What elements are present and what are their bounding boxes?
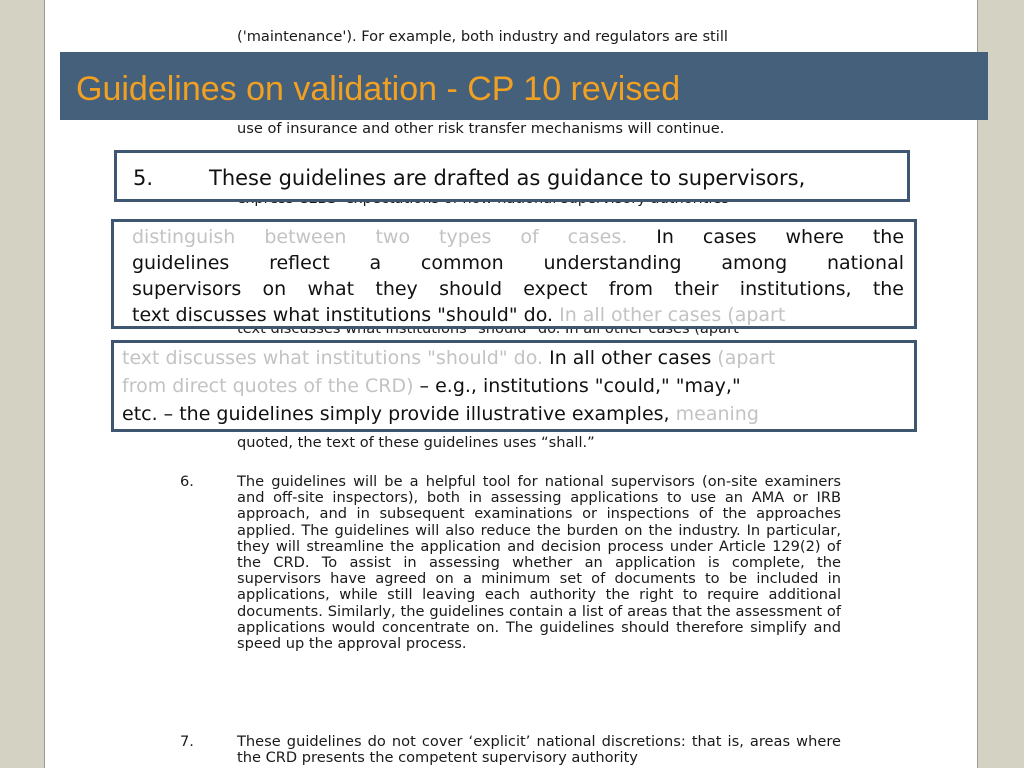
callout-line: guidelines reflect a common understanding among national	[132, 252, 904, 274]
document-top-line-2: use of insurance and other risk transfer mechanisms will continue.	[237, 120, 725, 137]
paragraph-number: 7.	[180, 733, 194, 750]
paragraph-7	[180, 734, 880, 768]
paragraph-text: These guidelines do not cover ‘explicit’ national discretions: that is, areas where the CRD presents the competent supervisory authority	[237, 733, 841, 767]
paragraph-number: 6.	[180, 473, 194, 490]
document-line-behind-callout-3: quoted, the text of these guidelines uses “shall.”	[237, 434, 595, 451]
callout-line: from direct quotes of the CRD) – e.g., institutions "could," "may,"	[122, 375, 741, 397]
document-top-line: ('maintenance'). For example, both industry and regulators are still	[237, 28, 728, 45]
callout-line: etc. – the guidelines simply provide illustrative examples, meaning	[122, 403, 759, 425]
callout-paragraph-5	[114, 150, 910, 202]
paragraph-text: The guidelines will be a helpful tool for national supervisors (on-site examiners and off-site inspectors), both in assessing applications to use an AMA or IRB approach, and in subsequent examinations or inspections of the approaches applied. The guidelines will also reduce the burden on the industry. In particular, they will streamline the application and decision process under Article 129(2) of the CRD. To assist in assessing whether an application is complete, the supervisors have agreed on a minimum set of documents to be included in applications, while still leaving each authority the right to require additional documents. Similarly, the guidelines contain a list of areas that the assessment of applications would concentrate on. The guidelines should therefore simplify and speed up the approval process.	[237, 473, 841, 653]
callout-two-types	[111, 219, 917, 329]
paragraph-6	[180, 474, 880, 714]
callout-line: distinguish between two types of cases. In cases where the	[132, 226, 905, 248]
callout-line: supervisors on what they should expect from their institutions, the	[132, 278, 904, 300]
callout-line: text discusses what institutions "should" do. In all other cases (apart	[132, 304, 786, 326]
callout-line: text discusses what institutions "should" do. In all other cases (apart	[122, 347, 776, 369]
slide-title: Guidelines on validation - CP 10 revised	[76, 70, 681, 108]
title-banner	[60, 52, 988, 120]
callout-other-cases	[111, 340, 917, 432]
callout-text: These guidelines are drafted as guidance to supervisors,	[209, 166, 806, 190]
callout-number: 5.	[133, 166, 154, 190]
